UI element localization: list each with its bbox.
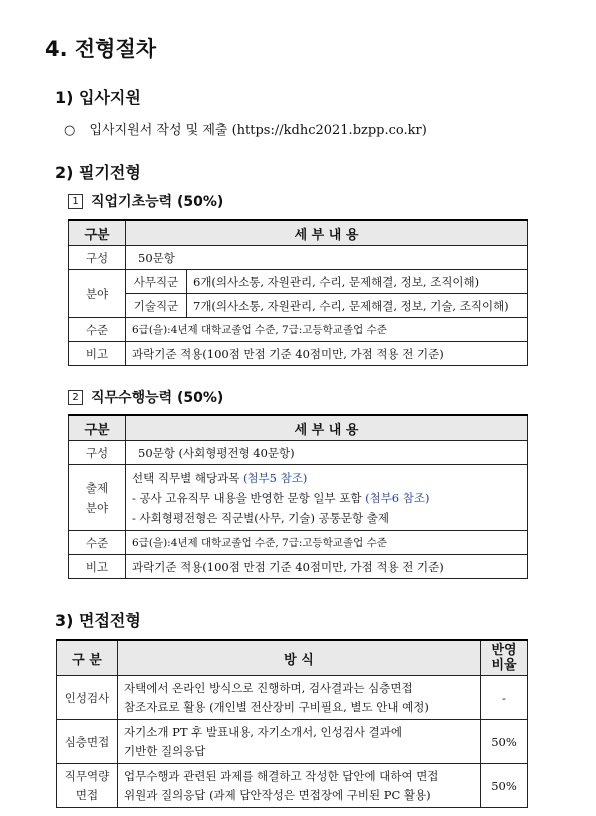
row-content (118, 720, 481, 764)
row-content: 과락기준 적용(100점 만점 기준 40점미만, 가점 적용 전 기준) (126, 342, 528, 366)
row-ratio: - (481, 676, 528, 720)
row-label-line1: 출제 (85, 480, 109, 495)
row-content: 6급(을):4년제 대학교졸업 수준, 7급:고등학교졸업 수준 (126, 531, 528, 555)
method-line: 업무수행과 관련된 과제를 해결하고 작성한 답안에 대하여 면접 (124, 768, 439, 783)
method-line: 기반한 질의응답 (124, 743, 206, 758)
application-line (64, 119, 427, 138)
table-row (69, 294, 528, 318)
row-label: 심층면접 (57, 720, 118, 764)
subject-line: 선택 직무별 해당과목 (132, 470, 243, 485)
ratio-header-line1: 반영 (491, 643, 517, 658)
table-row (69, 531, 528, 555)
table-row (69, 441, 528, 465)
row-content: 과락기준 적용(100점 만점 기준 40점미만, 가점 적용 전 기준) (126, 555, 528, 579)
table-row (57, 720, 528, 764)
row-label (69, 465, 126, 531)
attachment-ref-5: (첨부5 참조) (242, 470, 308, 485)
subheading-basic-ability-text: 직업기초능력 (50%) (91, 194, 224, 210)
subject-line: - 공사 고유직무 내용을 반영한 문항 일부 포함 (132, 490, 366, 505)
row-content: 50문항 (126, 246, 528, 270)
heading-written-test: 2) 필기전형 (55, 163, 141, 182)
number-box-icon: 2 (68, 390, 83, 405)
row-label: 비고 (69, 342, 126, 366)
table-header-content: 세 부 내 용 (126, 415, 528, 441)
row-sublabel: 사무직군 (126, 270, 187, 294)
row-label: 구성 (69, 441, 126, 465)
row-sublabel: 기술직군 (126, 294, 187, 318)
row-label-line2: 면접 (75, 787, 99, 802)
row-label: 분야 (69, 270, 126, 318)
row-content: 50문항 (사회형평전형 40문항) (126, 441, 528, 465)
bullet-circle-icon: ○ (64, 123, 76, 138)
table-header-method: 방 식 (118, 640, 481, 676)
row-content: 6급(을):4년제 대학교졸업 수준, 7급:고등학교졸업 수준 (126, 318, 528, 342)
method-line: 자택에서 온라인 방식으로 진행하며, 검사결과는 심층면접 (124, 680, 413, 695)
row-content (118, 676, 481, 720)
heading-application: 1) 입사지원 (55, 88, 141, 107)
row-content (126, 465, 528, 531)
row-label-line2: 분야 (85, 500, 109, 515)
row-content (118, 764, 481, 808)
row-content: 6개(의사소통, 자원관리, 수리, 문제해결, 정보, 조직이해) (187, 270, 528, 294)
table-row (69, 246, 528, 270)
table-row (57, 764, 528, 808)
table-row (69, 270, 528, 294)
row-label: 인성검사 (57, 676, 118, 720)
row-content: 7개(의사소통, 자원관리, 수리, 문제해결, 정보, 기술, 조직이해) (187, 294, 528, 318)
row-label-line1: 직무역량 (64, 768, 110, 783)
table-header-label: 구분 (69, 415, 126, 441)
row-label: 구성 (69, 246, 126, 270)
table-header-label: 구 분 (57, 640, 118, 676)
subheading-job-ability-text: 직무수행능력 (50%) (91, 390, 224, 406)
row-ratio: 50% (481, 764, 528, 808)
row-label: 비고 (69, 555, 126, 579)
table-row (69, 555, 528, 579)
subject-line: - 사회형평전형은 직군별(사무, 기술) 공통문항 출제 (132, 510, 389, 525)
job-ability-table (68, 414, 528, 579)
section-title: 4. 전형절차 (45, 37, 157, 61)
table-row (69, 342, 528, 366)
interview-table (56, 639, 528, 808)
heading-interview: 3) 면접전형 (55, 611, 141, 630)
application-text: 입사지원서 작성 및 제출 (https://kdhc2021.bzpp.co.kr) (89, 123, 427, 138)
method-line: 위원과 질의응답 (과제 답안작성은 면접장에 구비된 PC 활용) (124, 787, 431, 802)
row-label (57, 764, 118, 808)
row-ratio: 50% (481, 720, 528, 764)
table-header-ratio (481, 640, 528, 676)
ratio-header-line2: 비율 (491, 658, 517, 673)
subheading-job-ability (68, 387, 223, 407)
table-row (69, 318, 528, 342)
table-row (69, 465, 528, 531)
table-header-content: 세 부 내 용 (126, 220, 528, 246)
subheading-basic-ability (68, 191, 223, 211)
method-line: 자기소개 PT 후 발표내용, 자기소개서, 인성검사 결과에 (124, 724, 402, 739)
table-row (57, 676, 528, 720)
row-label: 수준 (69, 318, 126, 342)
row-label: 수준 (69, 531, 126, 555)
method-line: 참조자료로 활용 (개인별 전산장비 구비필요, 별도 안내 예정) (124, 699, 429, 714)
basic-ability-table (68, 219, 528, 366)
table-header-label: 구분 (69, 220, 126, 246)
attachment-ref-6: (첨부6 참조) (365, 490, 430, 505)
number-box-icon: 1 (68, 194, 83, 209)
